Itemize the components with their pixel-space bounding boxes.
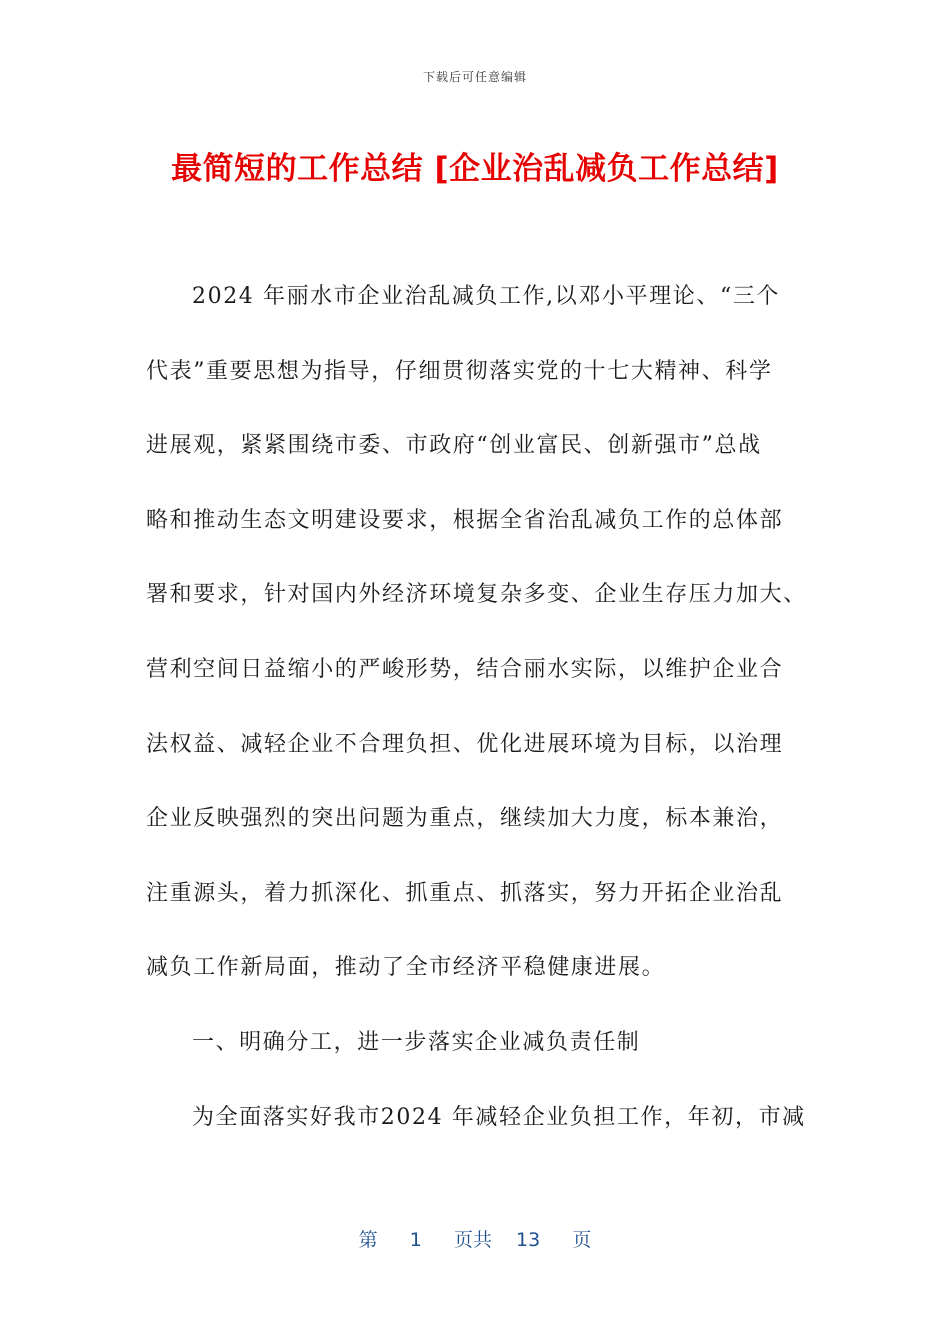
paragraph-line: 减负工作新局面，推动了全市经济平稳健康进展。 xyxy=(146,955,666,981)
paragraph-line: 代表”重要思想为指导，仔细贯彻落实党的十七大精神、科学 xyxy=(146,358,773,384)
footer-current-page: 1 xyxy=(409,1229,422,1251)
paragraph-line: 署和要求，针对国内外经济环境复杂多变、企业生存压力加大、 xyxy=(146,582,807,608)
paragraph-line: 法权益、减轻企业不合理负担、优化进展环境为目标，以治理 xyxy=(146,731,784,757)
footer-prefix: 第 xyxy=(358,1229,378,1251)
footer-suffix: 页 xyxy=(572,1229,592,1251)
document-title: 最简短的工作总结 [企业治乱减负工作总结] xyxy=(171,151,779,187)
paragraph-line: 注重源头，着力抓深化、抓重点、抓落实，努力开拓企业治乱 xyxy=(146,880,784,906)
paragraph-line: 2024 年丽水市企业治乱减负工作,以邓小平理论、“三个 xyxy=(192,284,781,309)
paragraph-line: 进展观，紧紧围绕市委、市政府“创业富民、创新强市”总战 xyxy=(146,433,762,459)
paragraph-line: 营利空间日益缩小的严峻形势，结合丽水实际，以维护企业合 xyxy=(146,656,784,682)
paragraph-line: 企业反映强烈的突出问题为重点，继续加大力度，标本兼治， xyxy=(146,806,784,832)
paragraph-line: 为全面落实好我市2024 年减轻企业负担工作，年初，市减 xyxy=(192,1104,806,1130)
footer-total-pages: 13 xyxy=(516,1229,541,1251)
paragraph-line: 略和推动生态文明建设要求，根据全省治乱减负工作的总体部 xyxy=(146,507,784,533)
header-note: 下载后可任意编辑 xyxy=(422,70,527,84)
page-footer xyxy=(0,1225,950,1252)
section-heading: 一、明确分工，进一步落实企业减负责任制 xyxy=(192,1029,641,1055)
document-body xyxy=(146,275,810,1170)
footer-middle: 页共 xyxy=(453,1229,492,1251)
